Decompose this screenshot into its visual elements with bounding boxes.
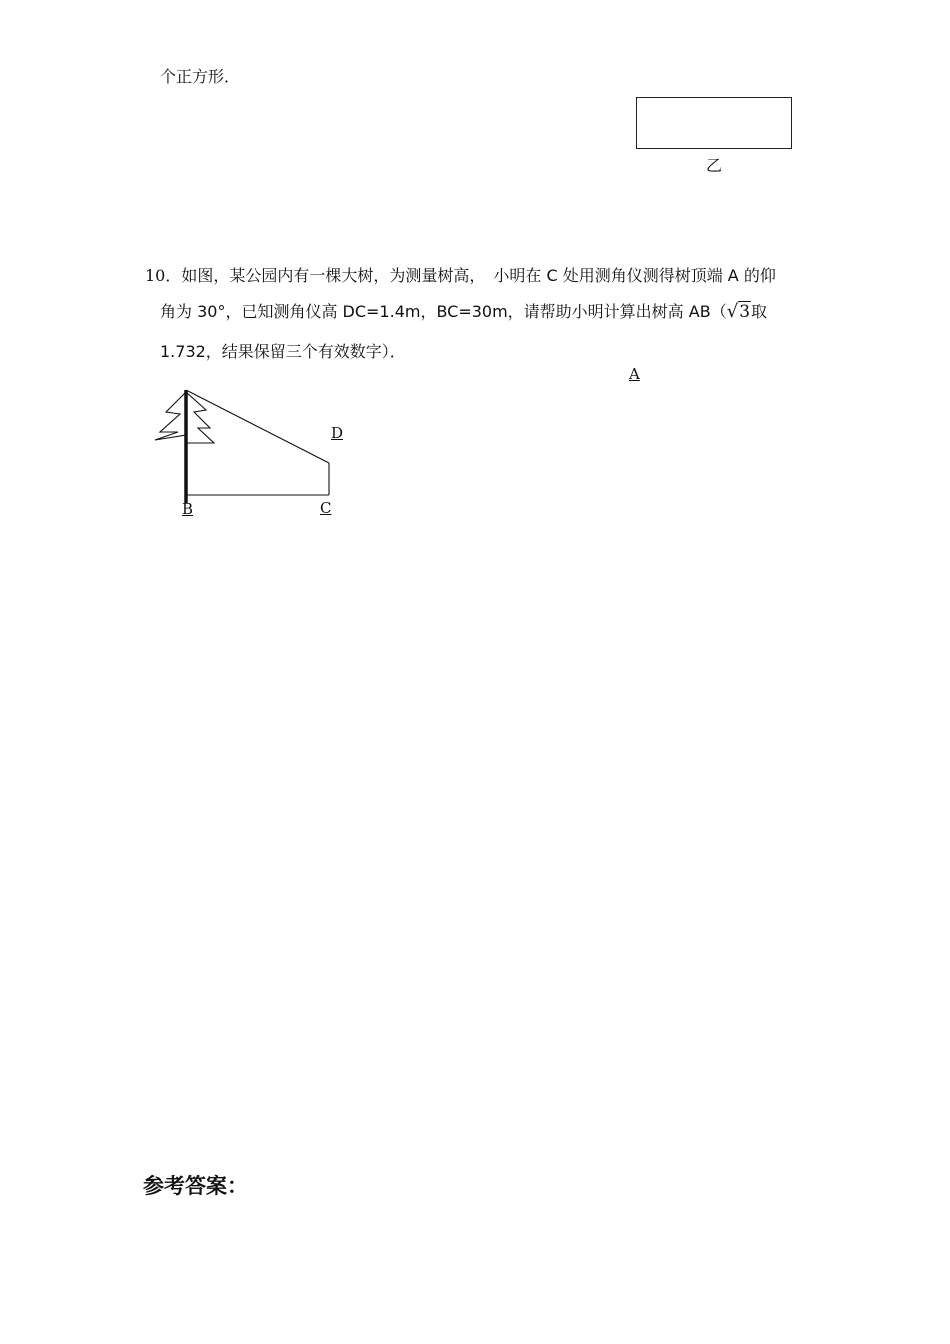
sight-line-ad xyxy=(186,390,329,463)
question-line-3: 1.732，结果保留三个有效数字）． xyxy=(160,342,406,361)
label-d: D xyxy=(331,424,344,442)
radical-sign: √ xyxy=(726,301,739,322)
question-line-1: 如图，某公园内有一棵大树，为测量树高， 小明在 C 处用测角仪测得树顶端 A 的仰 xyxy=(181,266,776,285)
question-line-2-text: 角为 30°，已知测角仪高 DC=1.4m，BC=30m，请帮助小明计算出树高 AB（ xyxy=(160,302,727,321)
question-number: 10． xyxy=(145,266,182,285)
label-a: A xyxy=(629,365,640,383)
question-line-2-tail: 取 xyxy=(751,302,768,321)
figure-yi-label: 乙 xyxy=(706,156,723,175)
answer-heading: 参考答案： xyxy=(143,1174,248,1198)
sqrt-radicand: 3 xyxy=(739,302,751,322)
label-c: C xyxy=(320,499,332,517)
label-b: B xyxy=(182,500,194,518)
previous-question-tail: 个正方形． xyxy=(160,67,241,86)
